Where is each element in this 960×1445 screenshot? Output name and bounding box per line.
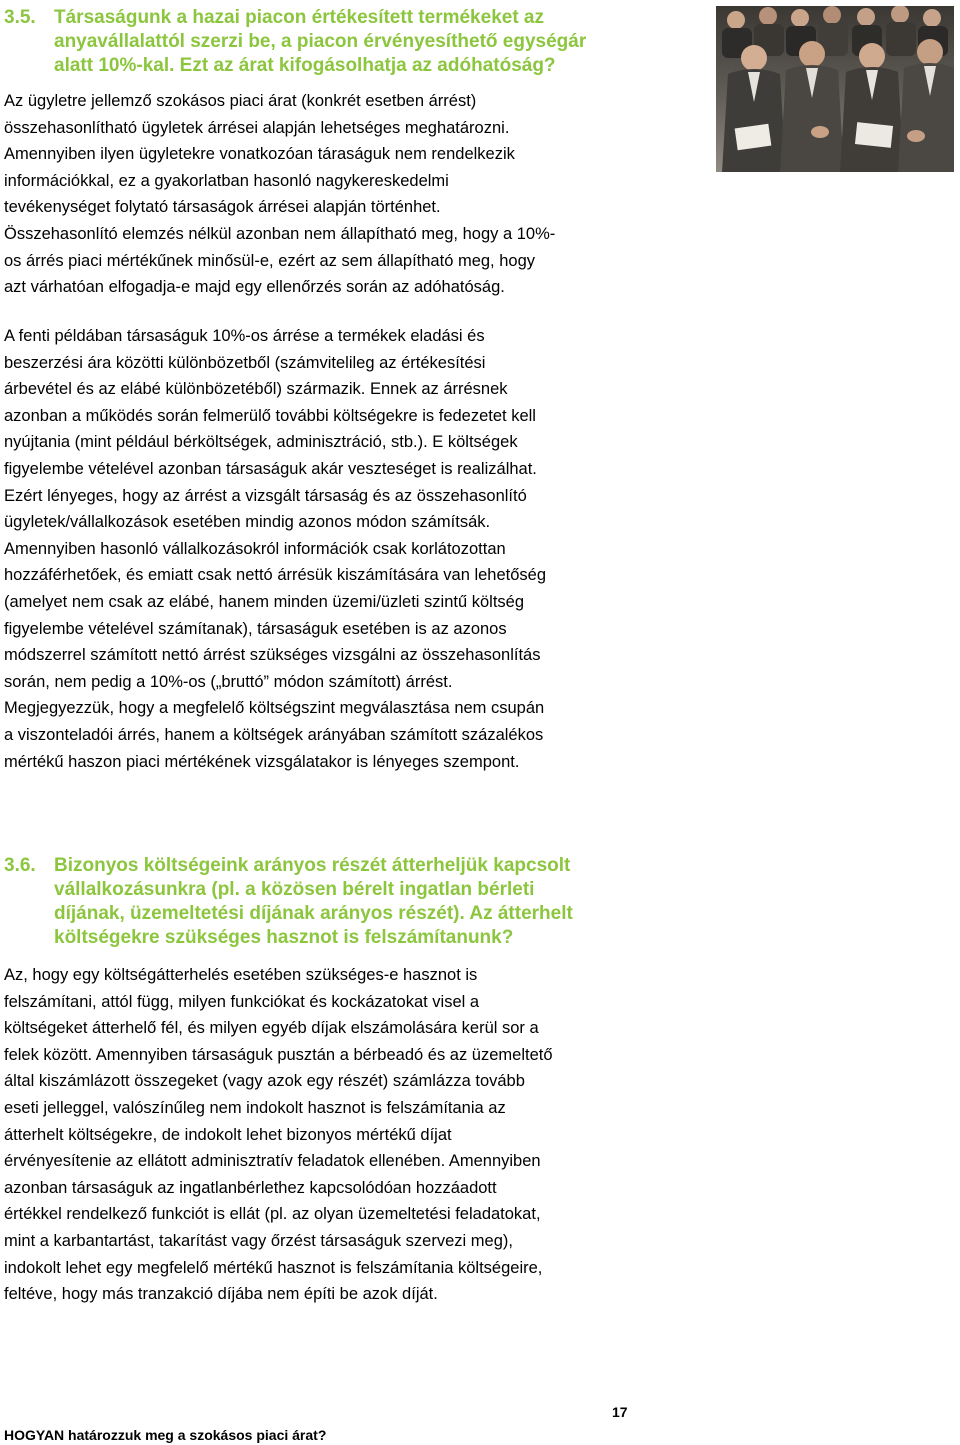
text-line: mértékű haszon piaci mértékének vizsgálatakor is lényeges szempont. bbox=[4, 752, 520, 771]
section-title-line: költségekre szükséges hasznot is felszámítanunk? bbox=[54, 927, 514, 948]
text-line: azonban társaságuk az ingatlanbérlethez kapcsolódóan hozzáadott bbox=[4, 1178, 497, 1197]
text-line: indokolt lehet egy megfelelő mértékű hasznot is felszámítania költségeire, bbox=[4, 1258, 543, 1277]
text-line: Összehasonlító elemzés nélkül azonban nem állapítható meg, hogy a 10%- bbox=[4, 224, 556, 243]
text-line: A fenti példában társaságuk 10%-os árrése a termékek eladási és bbox=[4, 327, 485, 345]
section-number: 3.5. bbox=[4, 7, 36, 28]
paragraph bbox=[4, 962, 709, 1308]
section-heading bbox=[4, 6, 704, 78]
text-line: Megjegyezzük, hogy a megfelelő költségszint megválasztása nem csupán bbox=[4, 699, 545, 718]
audience-photo-graphic bbox=[716, 6, 954, 172]
section-number: 3.6. bbox=[4, 855, 36, 876]
text-line: költségeket átterhelő fél, és milyen egyéb díjak elszámolására kerül sor a bbox=[4, 1019, 539, 1038]
text-line: nyújtania (mint például bérköltségek, adminisztráció, stb.). E költségek bbox=[4, 433, 518, 452]
text-line: mint a karbantartást, takarítást vagy őrzést társaságuk szervezi meg), bbox=[4, 1231, 513, 1250]
text-line: árbevétel és az elábé különbözetéből) származik. Ennek az árrésnek bbox=[4, 380, 508, 399]
page-number: 17 bbox=[612, 1404, 628, 1420]
text-line: azt várhatóan elfogadja-e majd egy ellenőrzés során az adóhatóság. bbox=[4, 278, 505, 297]
text-line: értékkel rendelkező funkciót is ellát (pl. az olyan üzemeltetési feladatokat, bbox=[4, 1205, 541, 1224]
footer-title: HOGYAN határozzuk meg a szokásos piaci árat? bbox=[4, 1427, 327, 1443]
text-line: érvényesítenie az ellátott adminisztratív feladatok ellenében. Amennyiben bbox=[4, 1152, 541, 1171]
section-title-line: anyavállalattól szerzi be, a piacon érvényesíthető egységár bbox=[54, 31, 587, 52]
text-line: Amennyiben hasonló vállalkozásokról információk csak korlátozottan bbox=[4, 539, 506, 558]
text-line: figyelembe vételével azonban társaságuk akár veszteséget is realizálhat. bbox=[4, 459, 537, 478]
text-line: módszerrel számított nettó árrést szükséges vizsgálni az összehasonlítás bbox=[4, 646, 541, 665]
text-line: (amelyet nem csak az elábé, hanem minden üzemi/üzleti szintű költség bbox=[4, 592, 524, 611]
text-line: átterhelt költségekre, de indokolt lehet bizonyos mértékű díjat bbox=[4, 1125, 452, 1144]
text-line: által kiszámlázott összegeket (vagy azok egy részét) számlázza tovább bbox=[4, 1072, 525, 1091]
section-heading bbox=[4, 854, 704, 950]
text-line: információkkal, ez a gyakorlatban hasonló nagykereskedelmi bbox=[4, 171, 449, 190]
text-line: a viszonteladói árrés, hanem a költségek arányában számított százalékos bbox=[4, 725, 544, 744]
text-line: Ezért lényeges, hogy az árrést a vizsgált társaság és az összehasonlító bbox=[4, 486, 527, 505]
audience-photo bbox=[716, 6, 954, 172]
text-line: azonban a működés során felmerülő további költségekre is fedezetet kell bbox=[4, 406, 536, 425]
text-line: tevékenységet folytató társaságok árrései alapján történhet. bbox=[4, 198, 441, 217]
text-line: figyelembe vételével számítanak), társaságuk esetében is az azonos bbox=[4, 619, 507, 638]
section-title-line: Bizonyos költségeink arányos részét átterheljük kapcsolt bbox=[54, 855, 571, 876]
text-line: felek között. Amennyiben társaságuk pusztán a bérbeadó és az üzemeltető bbox=[4, 1045, 553, 1064]
section-title-line: vállalkozásunkra (pl. a közösen bérelt ingatlan bérleti bbox=[54, 879, 535, 900]
text-line: Amennyiben ilyen ügyletekre vonatkozóan táraságuk nem rendelkezik bbox=[4, 145, 515, 164]
text-line: Az, hogy egy költségátterhelés esetében szükséges-e hasznot is bbox=[4, 966, 478, 984]
text-line: ügyletek/vállalkozások esetében mindig azonos módon számítsák. bbox=[4, 513, 491, 532]
section-title-line: alatt 10%-kal. Ezt az árat kifogásolhatja az adóhatóság? bbox=[54, 55, 556, 76]
section-title-line: Társaságunk a hazai piacon értékesített termékeket az bbox=[54, 7, 545, 28]
text-line: feltéve, hogy más tranzakció díjába nem építi be azok díját. bbox=[4, 1285, 438, 1304]
paragraph bbox=[4, 323, 709, 775]
text-line: os árrés piaci mértékűnek minősül-e, ezért az sem állapítható meg, hogy bbox=[4, 251, 535, 270]
text-line: eseti jelleggel, valószínűleg nem indokolt hasznot is felszámítania az bbox=[4, 1098, 506, 1117]
text-line: beszerzési ára közötti különbözetből (számvitelileg az értékesítési bbox=[4, 353, 486, 372]
text-line: felszámítani, attól függ, milyen funkciókat és kockázatokat visel a bbox=[4, 992, 480, 1011]
paragraph bbox=[4, 88, 709, 301]
text-line: hozzáférhetőek, és emiatt csak nettó árrésük kiszámítására van lehetőség bbox=[4, 566, 547, 585]
text-line: során, nem pedig a 10%-os („bruttó” módon számított) árrést. bbox=[4, 672, 453, 691]
text-line: összehasonlítható ügyletek árrései alapján lehetséges meghatározni. bbox=[4, 118, 510, 137]
section-title-line: díjának, üzemeltetési díjának arányos részét). Az átterhelt bbox=[54, 903, 573, 924]
text-line: Az ügyletre jellemző szokásos piaci árat (konkrét esetben árrést) bbox=[4, 92, 477, 110]
